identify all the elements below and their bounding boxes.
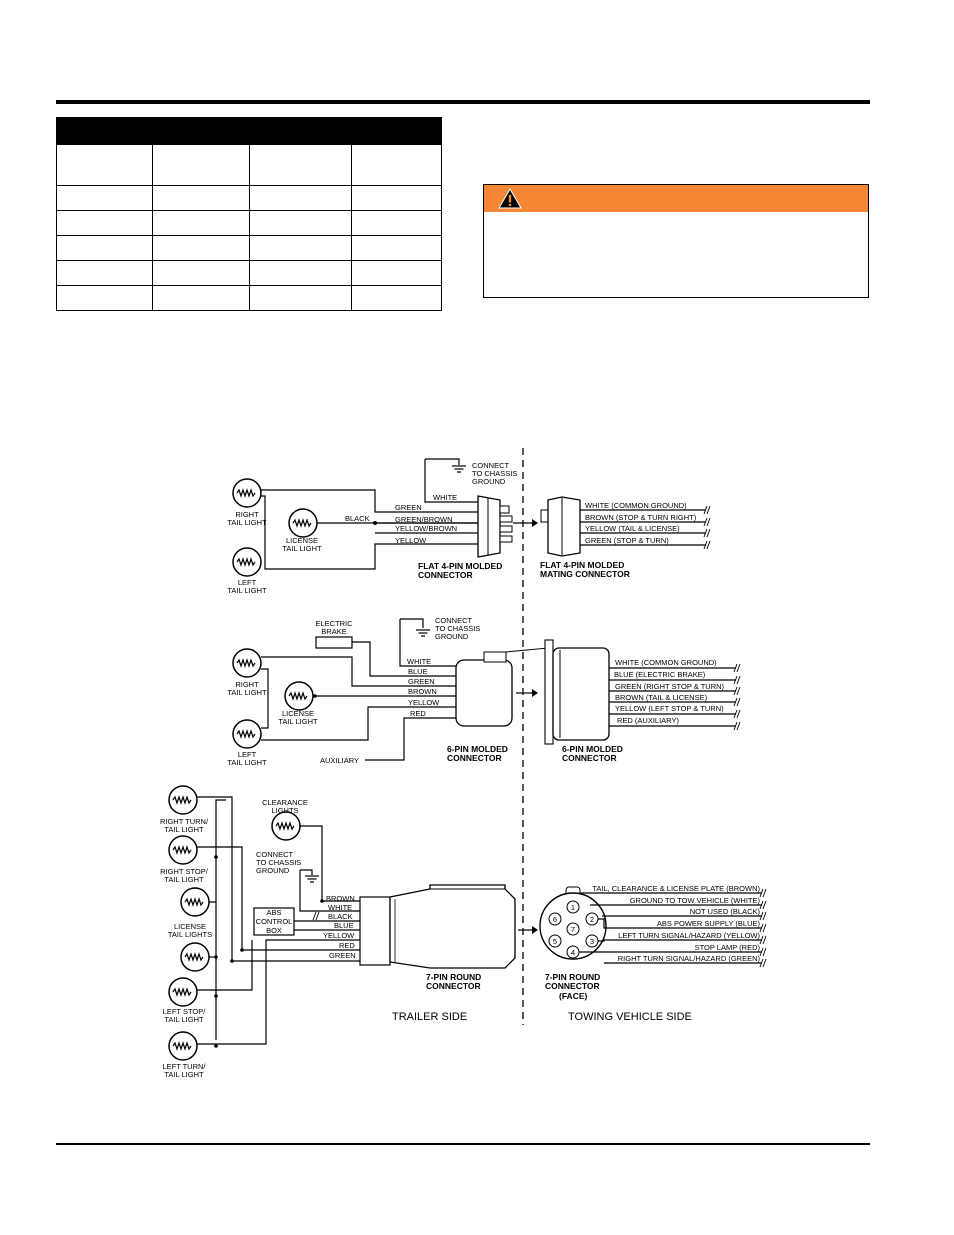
pin-number: 4 <box>570 948 576 957</box>
left-tail-label: TAIL LIGHT <box>227 586 267 595</box>
vehicle-wire-label: WHITE (COMMON GROUND) <box>585 501 687 510</box>
six-pin-section <box>227 616 740 767</box>
wire-label-black: BLACK <box>345 514 370 523</box>
clearance-light-icon <box>272 812 300 840</box>
license-label: TAIL LIGHT <box>278 717 318 726</box>
mating-connector-label: CONNECTOR <box>562 753 617 763</box>
clearance-label: CLEARANCE <box>262 798 308 807</box>
right-tail-light-icon <box>233 479 261 507</box>
left-turn-light-icon <box>169 1032 197 1060</box>
flat-4-pin-connector <box>478 496 512 557</box>
connector-label: 6-PIN MOLDED <box>447 744 508 754</box>
right-tail-label: TAIL LIGHT <box>227 518 267 527</box>
ground-note: GROUND <box>435 632 469 641</box>
wire-label: BROWN <box>408 687 437 696</box>
wire-label: BLUE <box>408 667 428 676</box>
abs-box-label: CONTROL <box>255 917 293 926</box>
license-label: LICENSE <box>285 536 319 545</box>
pin-number: 6 <box>552 915 558 924</box>
license-tail-light-icon <box>289 509 317 537</box>
left-stop-light-icon <box>169 978 197 1006</box>
right-turn-label: TAIL LIGHT <box>164 825 204 834</box>
vehicle-wire-label: GREEN (STOP & TURN) <box>585 536 669 545</box>
wire-label: WHITE <box>328 903 353 912</box>
vehicle-wire-label: YELLOW (TAIL & LICENSE) <box>585 524 680 533</box>
six-pin-connector <box>456 648 550 726</box>
left-turn-label: TAIL LIGHT <box>164 1070 204 1079</box>
pin-number: 7 <box>570 925 576 934</box>
left-stop-label: TAIL LIGHT <box>164 1015 204 1024</box>
right-stop-label: RIGHT STOP/ <box>160 867 208 876</box>
wire-label-white: WHITE <box>433 493 458 502</box>
right-stop-light-icon <box>169 836 197 864</box>
auxiliary-label: AUXILIARY <box>320 756 360 765</box>
vehicle-wire-label: ABS POWER SUPPLY (BLUE) <box>656 919 760 928</box>
wire-label: BLUE <box>334 921 354 930</box>
four-pin-section <box>227 459 710 595</box>
wire-label: RED <box>410 709 426 718</box>
bottom-rule <box>56 1143 870 1145</box>
abs-box-label: BOX <box>266 926 282 935</box>
left-stop-label: LEFT STOP/ <box>162 1007 206 1016</box>
ground-note: TO CHASSIS <box>256 858 302 867</box>
left-turn-label: LEFT TURN/ <box>162 1062 206 1071</box>
right-tail-label: TAIL LIGHT <box>227 688 267 697</box>
left-tail-label: LEFT <box>237 750 257 759</box>
wire-label: GREEN <box>408 677 435 686</box>
clearance-label: LIGHTS <box>271 806 299 815</box>
vehicle-wire-label: STOP LAMP (RED) <box>694 943 760 952</box>
electric-brake-label: BRAKE <box>321 627 347 636</box>
right-turn-light-icon <box>169 786 197 814</box>
ground-note: GROUND <box>472 477 506 486</box>
right-tail-label: RIGHT <box>235 510 259 519</box>
left-tail-label: LEFT <box>237 578 257 587</box>
wire-label-green-brown: GREEN/BROWN <box>395 515 453 524</box>
ground-note: CONNECT <box>472 461 510 470</box>
ground-note: TO CHASSIS <box>472 469 518 478</box>
wire-label: YELLOW <box>323 931 355 940</box>
left-tail-label: TAIL LIGHT <box>227 758 267 767</box>
right-tail-light-icon <box>233 649 261 677</box>
left-tail-light-icon <box>233 720 261 748</box>
vehicle-wire-label: RIGHT TURN SIGNAL/HAZARD (GREEN) <box>617 954 760 963</box>
pin-number: 2 <box>589 915 595 924</box>
vehicle-wire-label: RED (AUXILIARY) <box>617 716 679 725</box>
connector-label: FLAT 4-PIN MOLDED <box>418 561 503 571</box>
seven-pin-section <box>160 786 766 1079</box>
wire-label: WHITE <box>407 657 432 666</box>
vehicle-wire-label: LEFT TURN SIGNAL/HAZARD (YELLOW) <box>618 931 760 940</box>
vehicle-wire-label: TAIL, CLEARANCE & LICENSE PLATE (BROWN) <box>592 884 760 893</box>
vehicle-wire-label: WHITE (COMMON GROUND) <box>615 658 717 667</box>
connector-label: CONNECTOR <box>426 981 481 991</box>
vehicle-wire-label: GREEN (RIGHT STOP & TURN) <box>615 682 725 691</box>
connector-label: CONNECTOR <box>418 570 473 580</box>
vehicle-wire-label: YELLOW (LEFT STOP & TURN) <box>615 704 724 713</box>
pin-number: 5 <box>552 937 558 946</box>
vehicle-wire-label: BROWN (STOP & TURN RIGHT) <box>585 513 697 522</box>
electric-brake-label: ELECTRIC <box>315 619 353 628</box>
right-stop-label: TAIL LIGHT <box>164 875 204 884</box>
ground-note: GROUND <box>256 866 290 875</box>
license-label: LICENSE <box>281 709 315 718</box>
license-label: TAIL LIGHT <box>282 544 322 553</box>
trailer-side-label: TRAILER SIDE <box>392 1011 468 1023</box>
connector-label: CONNECTOR <box>447 753 502 763</box>
pin-number: 1 <box>570 903 576 912</box>
vehicle-wire-label: GROUND TO TOW VEHICLE (WHITE) <box>629 896 760 905</box>
ground-note: CONNECT <box>435 616 473 625</box>
six-pin-mating-connector <box>545 640 609 744</box>
face-connector-label: (FACE) <box>559 991 588 1001</box>
ground-note: CONNECT <box>256 850 294 859</box>
license-light-icon <box>181 943 209 971</box>
left-tail-light-icon <box>233 548 261 576</box>
towing-vehicle-side-label: TOWING VEHICLE SIDE <box>568 1011 692 1023</box>
ground-note: TO CHASSIS <box>435 624 481 633</box>
face-connector-label: 7-PIN ROUND <box>545 972 601 982</box>
vehicle-wire-label: BLUE (ELECTRIC BRAKE) <box>614 670 706 679</box>
license-light-icon <box>181 888 209 916</box>
flat-4-pin-mating-connector <box>541 497 580 556</box>
wire-label: GREEN <box>329 951 356 960</box>
right-turn-label: RIGHT TURN/ <box>159 817 209 826</box>
mating-connector-label: FLAT 4-PIN MOLDED <box>540 560 625 570</box>
license-lights-label: TAIL LIGHTS <box>167 930 213 939</box>
connector-label: 7-PIN ROUND <box>426 972 482 982</box>
wire-label: YELLOW <box>408 698 440 707</box>
wire-label: BROWN <box>326 894 355 903</box>
seven-pin-round-connector <box>360 885 515 968</box>
pin-number: 3 <box>589 937 595 946</box>
vehicle-wire-label: NOT USED (BLACK) <box>689 907 760 916</box>
electric-brake-box <box>316 637 352 648</box>
license-tail-light-icon <box>285 682 313 710</box>
abs-box-label: ABS <box>266 908 282 917</box>
right-tail-label: RIGHT <box>235 680 259 689</box>
mating-connector-label: 6-PIN MOLDED <box>562 744 623 754</box>
wire-label-yellow-brown: YELLOW/BROWN <box>395 524 458 533</box>
wire-label: RED <box>339 941 355 950</box>
face-connector-label: CONNECTOR <box>545 981 600 991</box>
mating-connector-label: MATING CONNECTOR <box>540 569 630 579</box>
wire-label-green: GREEN <box>395 503 422 512</box>
wire-label-yellow: YELLOW <box>395 536 427 545</box>
license-lights-label: LICENSE <box>173 922 207 931</box>
vehicle-wire-label: BROWN (TAIL & LICENSE) <box>615 693 708 702</box>
wire-label: BLACK <box>328 912 353 921</box>
